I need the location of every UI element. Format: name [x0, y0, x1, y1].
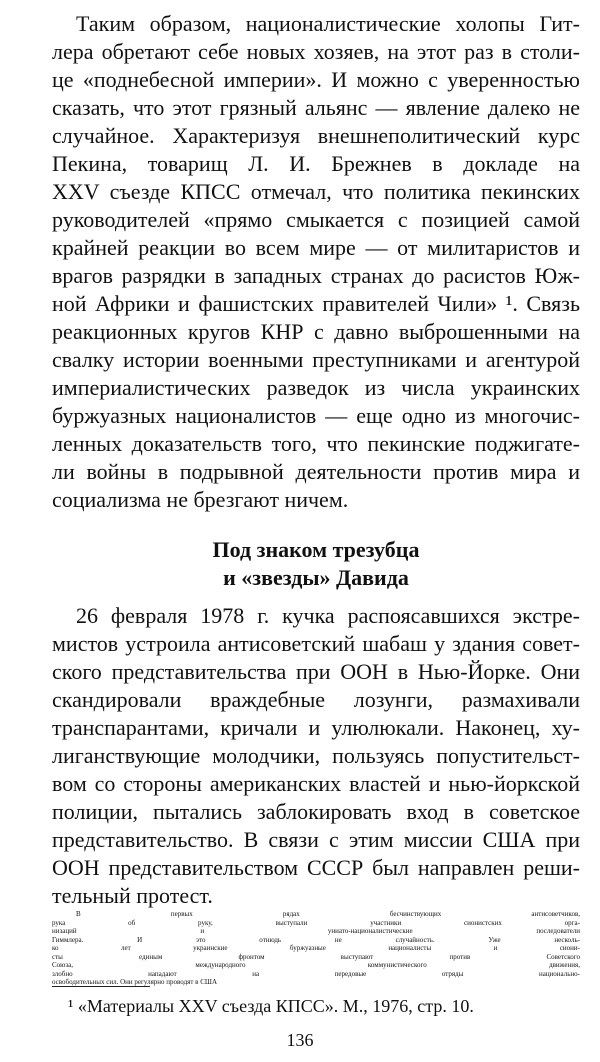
- paragraph-1-line: врагов разрядки в западных странах до расистов Юж-: [52, 263, 580, 288]
- paragraph-1-line: свалку истории военными преступниками и агентурой: [52, 347, 580, 372]
- paragraph-1-line: реакционных кругов КНР с давно выброшенными на: [52, 319, 580, 344]
- paragraph-2-line: вом со стороны американских властей и нью-йоркской: [52, 771, 580, 796]
- page-number: 136: [286, 1030, 314, 1050]
- paragraph-2-line: тельный протест.: [52, 883, 213, 908]
- paragraph-2-line: ского представительства при ООН в Нью-Йорке. Они: [52, 659, 580, 684]
- paragraph-3-line: низаций и униато-националистические последователи: [52, 927, 580, 935]
- footnote-text: ¹ «Материалы XXV съезда КПСС». М., 1976, стр. 10.: [68, 996, 474, 1016]
- paragraph-3-line: В первых рядах бесчинствующих антисоветчиков,: [76, 910, 580, 918]
- paragraph-1-line: лера обретают себе новых хозяев, на этот раз в столи-: [52, 39, 580, 64]
- section-heading-line-1: Под знаком трезубца: [212, 537, 420, 562]
- paragraph-3-line: рука об руку, выступали участники сионистских орга-: [52, 918, 580, 927]
- paragraph-2-line: полиции, пытались заблокировать вход в советское: [52, 799, 580, 824]
- paragraph-2-line: 26 февраля 1978 г. кучка распоясавшихся экстре-: [76, 603, 580, 628]
- paragraph-1-line: Пекина, товарищ Л. И. Брежнев в докладе на: [52, 151, 580, 176]
- paragraph-1-line: XXV съезде КПСС отмечал, что политика пекинских: [52, 179, 580, 204]
- paragraph-1-line: сказать, что этот грязный альянс — явление далеко не: [52, 95, 580, 120]
- paragraph-2-line: лиганствующие молодчики, пользуясь попустительст-: [52, 743, 580, 768]
- paragraph-1-line: буржуазных националистов — еще одно из многочис-: [52, 403, 580, 428]
- paragraph-2-line: ООН представительством СССР был направлен реши-: [52, 855, 580, 880]
- paragraph-1-line: ной Африки и фашистских правителей Чили» ¹. Связь: [52, 291, 580, 316]
- paragraph-1-line: империалистических разведок из числа украинских: [52, 375, 580, 400]
- paragraph-2-line: транспарантами, кричали и улюлюкали. Наконец, ху-: [52, 715, 580, 740]
- paragraph-2-line: мистов устроила антисоветский шабаш у здания совет-: [52, 631, 580, 656]
- paragraph-1-line: це «поднебесной империи». И можно с уверенностью: [52, 67, 580, 92]
- paragraph-1-line: случайное. Характеризуя внешнеполитический курс: [52, 123, 580, 148]
- paragraph-1-line: ленных доказательств того, что пекинские поджигате-: [52, 431, 580, 456]
- paragraph-3-line: Союза, международного коммунистического движения,: [52, 961, 580, 969]
- footnote-divider: [52, 986, 150, 987]
- paragraph-1-line: социализма не брезгают ничем.: [52, 487, 349, 512]
- paragraph-1-line: Таким образом, националистические холопы Гит-: [76, 11, 580, 36]
- paragraph-3-line: Гиммлера. И это отнюдь не случайность. Уже несколь-: [52, 935, 580, 944]
- paragraph-3-line: ко лет украинские буржуазные националисты и сиони-: [52, 944, 580, 952]
- paragraph-3-line: злобно нападают на передовые отряды национально-: [52, 969, 580, 978]
- section-heading-line-2: и «звезды» Давида: [223, 565, 409, 590]
- paragraph-1-line: руководителей «прямо смыкается с позицией самой: [52, 207, 580, 232]
- paragraph-1-line: крайней реакции во всем мире — от милитаристов и: [52, 235, 580, 260]
- paragraph-3-line: сты единым фронтом выступают против Советского: [52, 952, 580, 961]
- paragraph-1-line: ли войны в подрывной деятельности против мира и: [52, 459, 580, 484]
- paragraph-2-line: представительство. В связи с этим миссии США при: [52, 827, 580, 852]
- paragraph-3-line: освободительных сил. Они регулярно проводят в США: [52, 978, 218, 986]
- paragraph-2-line: скандировали враждебные лозунги, размахивали: [52, 687, 580, 712]
